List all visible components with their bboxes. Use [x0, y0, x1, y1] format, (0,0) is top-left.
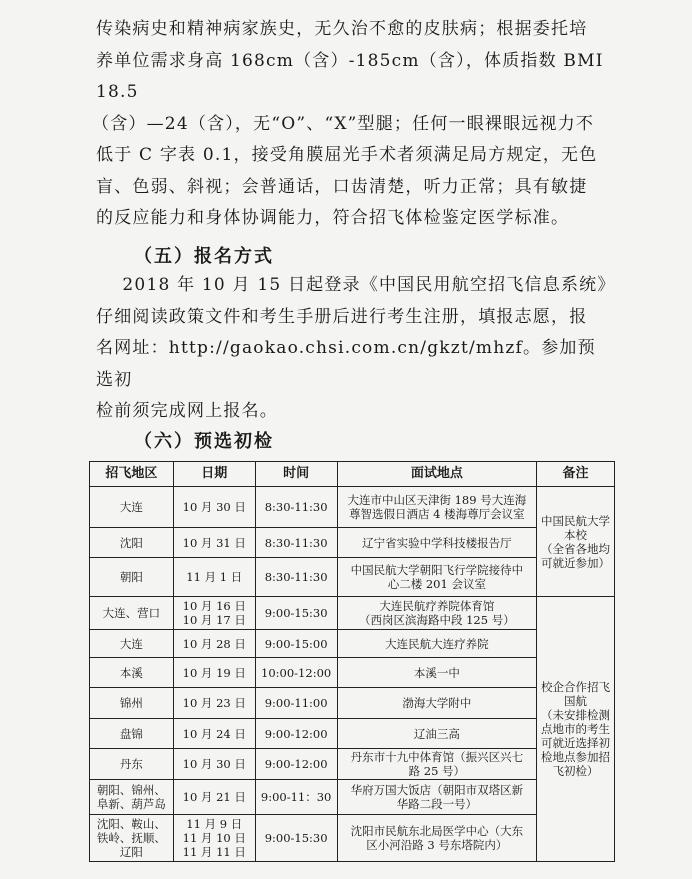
table-row [90, 749, 615, 780]
region-cell: 丹东 [90, 749, 174, 780]
date-cell: 10 月 16 日 10 月 17 日 [173, 597, 255, 630]
time-cell: 9:00-15:00 [255, 630, 337, 658]
date-cell: 10 月 30 日 [173, 487, 255, 528]
header-location: 面试地点 [337, 462, 537, 487]
table-row [90, 780, 615, 815]
location-cell: 辽宁省实验中学科技楼报告厅 [337, 528, 537, 558]
location-cell: 辽油三高 [337, 719, 537, 749]
table-row [90, 719, 615, 749]
text-line: 仔细阅读政策文件和考生手册后进行考生注册，填报志愿，报 [96, 306, 588, 327]
location-cell: 大连民航疗养院体育馆 （西岗区滨海路中段 125 号） [337, 597, 537, 630]
region-cell: 大连 [90, 487, 174, 528]
paragraph-registration [96, 270, 616, 428]
text-line: 低于 C 字表 0.1，接受角膜屈光手术者须满足局方规定，无色 [96, 145, 598, 165]
header-region: 招飞地区 [90, 462, 174, 487]
text-line: 2018 年 10 月 15 日起登录《中国民用航空招飞信息系统》 [96, 275, 616, 295]
time-cell: 9:00-11:00 [255, 688, 337, 719]
table-row [90, 630, 615, 658]
location-cell: 大连市中山区天津街 189 号大连海 尊智选假日酒店 4 楼海尊厅会议室 [337, 487, 537, 528]
table-row [90, 658, 615, 688]
paragraph-requirements [92, 14, 604, 235]
text-line: 养单位需求身高 168cm（含）-185cm（含），体质指数 BMI 18.5 [96, 50, 604, 102]
time-cell: 9:00-12:00 [255, 749, 337, 780]
time-cell: 9:00-11：30 [255, 780, 337, 815]
header-note: 备注 [537, 462, 615, 487]
table-header-row [90, 462, 615, 487]
text-line: 的反应能力和身体协调能力，符合招飞体检鉴定医学标准。 [96, 208, 570, 228]
time-cell: 8:30-11:30 [255, 528, 337, 558]
region-cell: 盘锦 [90, 719, 174, 749]
note-cell: 中国民航大学 本校 （全省各地均 可就近参加） [537, 487, 615, 597]
location-cell: 本溪一中 [337, 658, 537, 688]
note-cell: 校企合作招飞 国航 （未安排检测 点地市的考生 可就近选择初 检地点参加招 飞初检） [537, 597, 615, 862]
region-cell: 锦州 [90, 688, 174, 719]
region-cell: 朝阳 [90, 558, 174, 597]
text-line: （含）—24（含），无“O”、“X”型腿；任何一眼裸眼远视力不 [92, 113, 595, 134]
date-cell: 10 月 24 日 [173, 719, 255, 749]
time-cell: 9:00-15:30 [255, 597, 337, 630]
section-heading-registration: （五）报名方式 [134, 246, 274, 267]
section-heading-preselection: （六）预选初检 [134, 431, 274, 452]
location-cell: 大连民航大连疗养院 [337, 630, 537, 658]
preselection-schedule-table [89, 461, 615, 862]
region-cell: 沈阳、鞍山、 铁岭、抚顺、 辽阳 [90, 815, 174, 862]
text-line: 传染病史和精神病家族史，无久治不愈的皮肤病；根据委托培 [96, 19, 588, 39]
region-cell: 沈阳 [90, 528, 174, 558]
region-cell: 本溪 [90, 658, 174, 688]
text-line: 名网址：http://gaokao.chsi.com.cn/gkzt/mhzf。参加预选初 [96, 338, 596, 390]
text-line: 盲、色弱、斜视；会普通话，口齿清楚，听力正常；具有敏捷 [96, 176, 588, 197]
time-cell: 9:00-15:30 [255, 815, 337, 862]
time-cell: 10:00-12:00 [255, 658, 337, 688]
region-cell: 大连、营口 [90, 597, 174, 630]
date-cell: 10 月 21 日 [173, 780, 255, 815]
header-time: 时间 [255, 462, 337, 487]
table-row [90, 528, 615, 558]
time-cell: 8:30-11:30 [255, 558, 337, 597]
text-line: 检前须完成网上报名。 [96, 401, 278, 421]
region-cell: 朝阳、锦州、 阜新、葫芦岛 [90, 780, 174, 815]
header-date: 日期 [173, 462, 255, 487]
location-cell: 华府万国大饭店（朝阳市双塔区新 华路二段一号） [337, 780, 537, 815]
table-row [90, 558, 615, 597]
location-cell: 沈阳市民航东北局医学中心（大东 区小河沿路 3 号东塔院内） [337, 815, 537, 862]
date-cell: 10 月 19 日 [173, 658, 255, 688]
time-cell: 9:00-12:00 [255, 719, 337, 749]
date-cell: 10 月 30 日 [173, 749, 255, 780]
location-cell: 丹东市十九中体育馆（振兴区兴七 路 25 号） [337, 749, 537, 780]
date-cell: 11 月 1 日 [173, 558, 255, 597]
table-row [90, 815, 615, 862]
time-cell: 8:30-11:30 [255, 487, 337, 528]
location-cell: 中国民航大学朝阳飞行学院接待中 心二楼 201 会议室 [337, 558, 537, 597]
date-cell: 11 月 9 日 11 月 10 日 11 月 11 日 [173, 815, 255, 862]
location-cell: 渤海大学附中 [337, 688, 537, 719]
table-row [90, 597, 615, 630]
table-row [90, 487, 615, 528]
date-cell: 10 月 28 日 [173, 630, 255, 658]
region-cell: 大连 [90, 630, 174, 658]
date-cell: 10 月 23 日 [173, 688, 255, 719]
date-cell: 10 月 31 日 [173, 528, 255, 558]
table-row [90, 688, 615, 719]
